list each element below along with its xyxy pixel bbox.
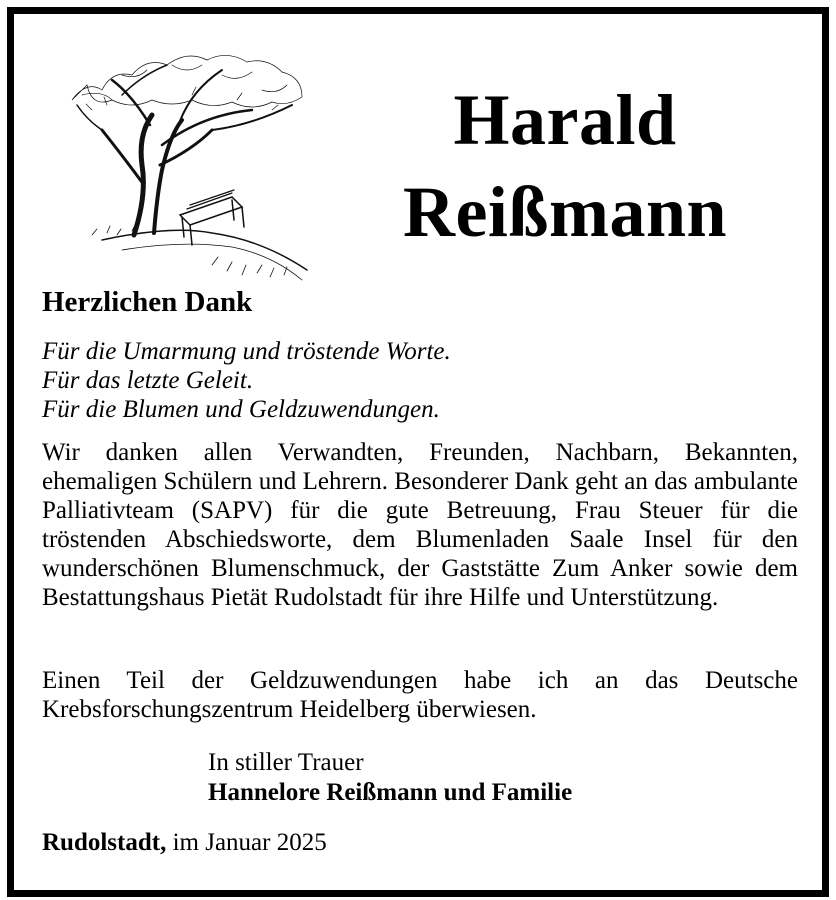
thanks-heading: Herzlichen Dank [42,286,253,318]
date: im Januar 2025 [172,829,327,856]
place: Rudolstadt, [42,829,167,856]
deceased-last-name: Reißmann [402,172,728,252]
thanks-line: Für das letzte Geleit. [42,367,254,394]
thanks-line: Für die Blumen und Geldzuwendungen. [42,396,440,423]
tree-with-bench-icon [62,35,324,285]
family-signature: Hannelore Reißmann und Familie [208,779,573,806]
closing-block [208,748,572,808]
thanks-lines [42,337,451,424]
deceased-first-name: Harald [453,80,677,160]
place-and-date [42,829,327,857]
donation-paragraph: Einen Teil der Geldzuwendungen habe ich an das Deutsche Krebsforschungszentrum Heidelberg überwiesen. [42,667,798,723]
closing-line: In stiller Trauer [208,749,364,776]
thanks-line: Für die Umarmung und tröstende Worte. [42,338,451,365]
thanks-paragraph: Wir danken allen Verwandten, Freunden, Nachbarn, Bekannten, ehemaligen Schülern und Lehrern. Besonderer Dank geht an das ambulante Palliativteam (SAPV) für die gute Betreuung, Frau Steuer für die tröstenden Abschiedsworte, dem Blumenladen Saale Insel für den wunderschönen Blumenschmuck, der Gaststätte Zum Anker sowie dem Bestattungshaus Pietät Rudolstadt für ihre Hilfe und Unterstützung. [42,439,798,611]
